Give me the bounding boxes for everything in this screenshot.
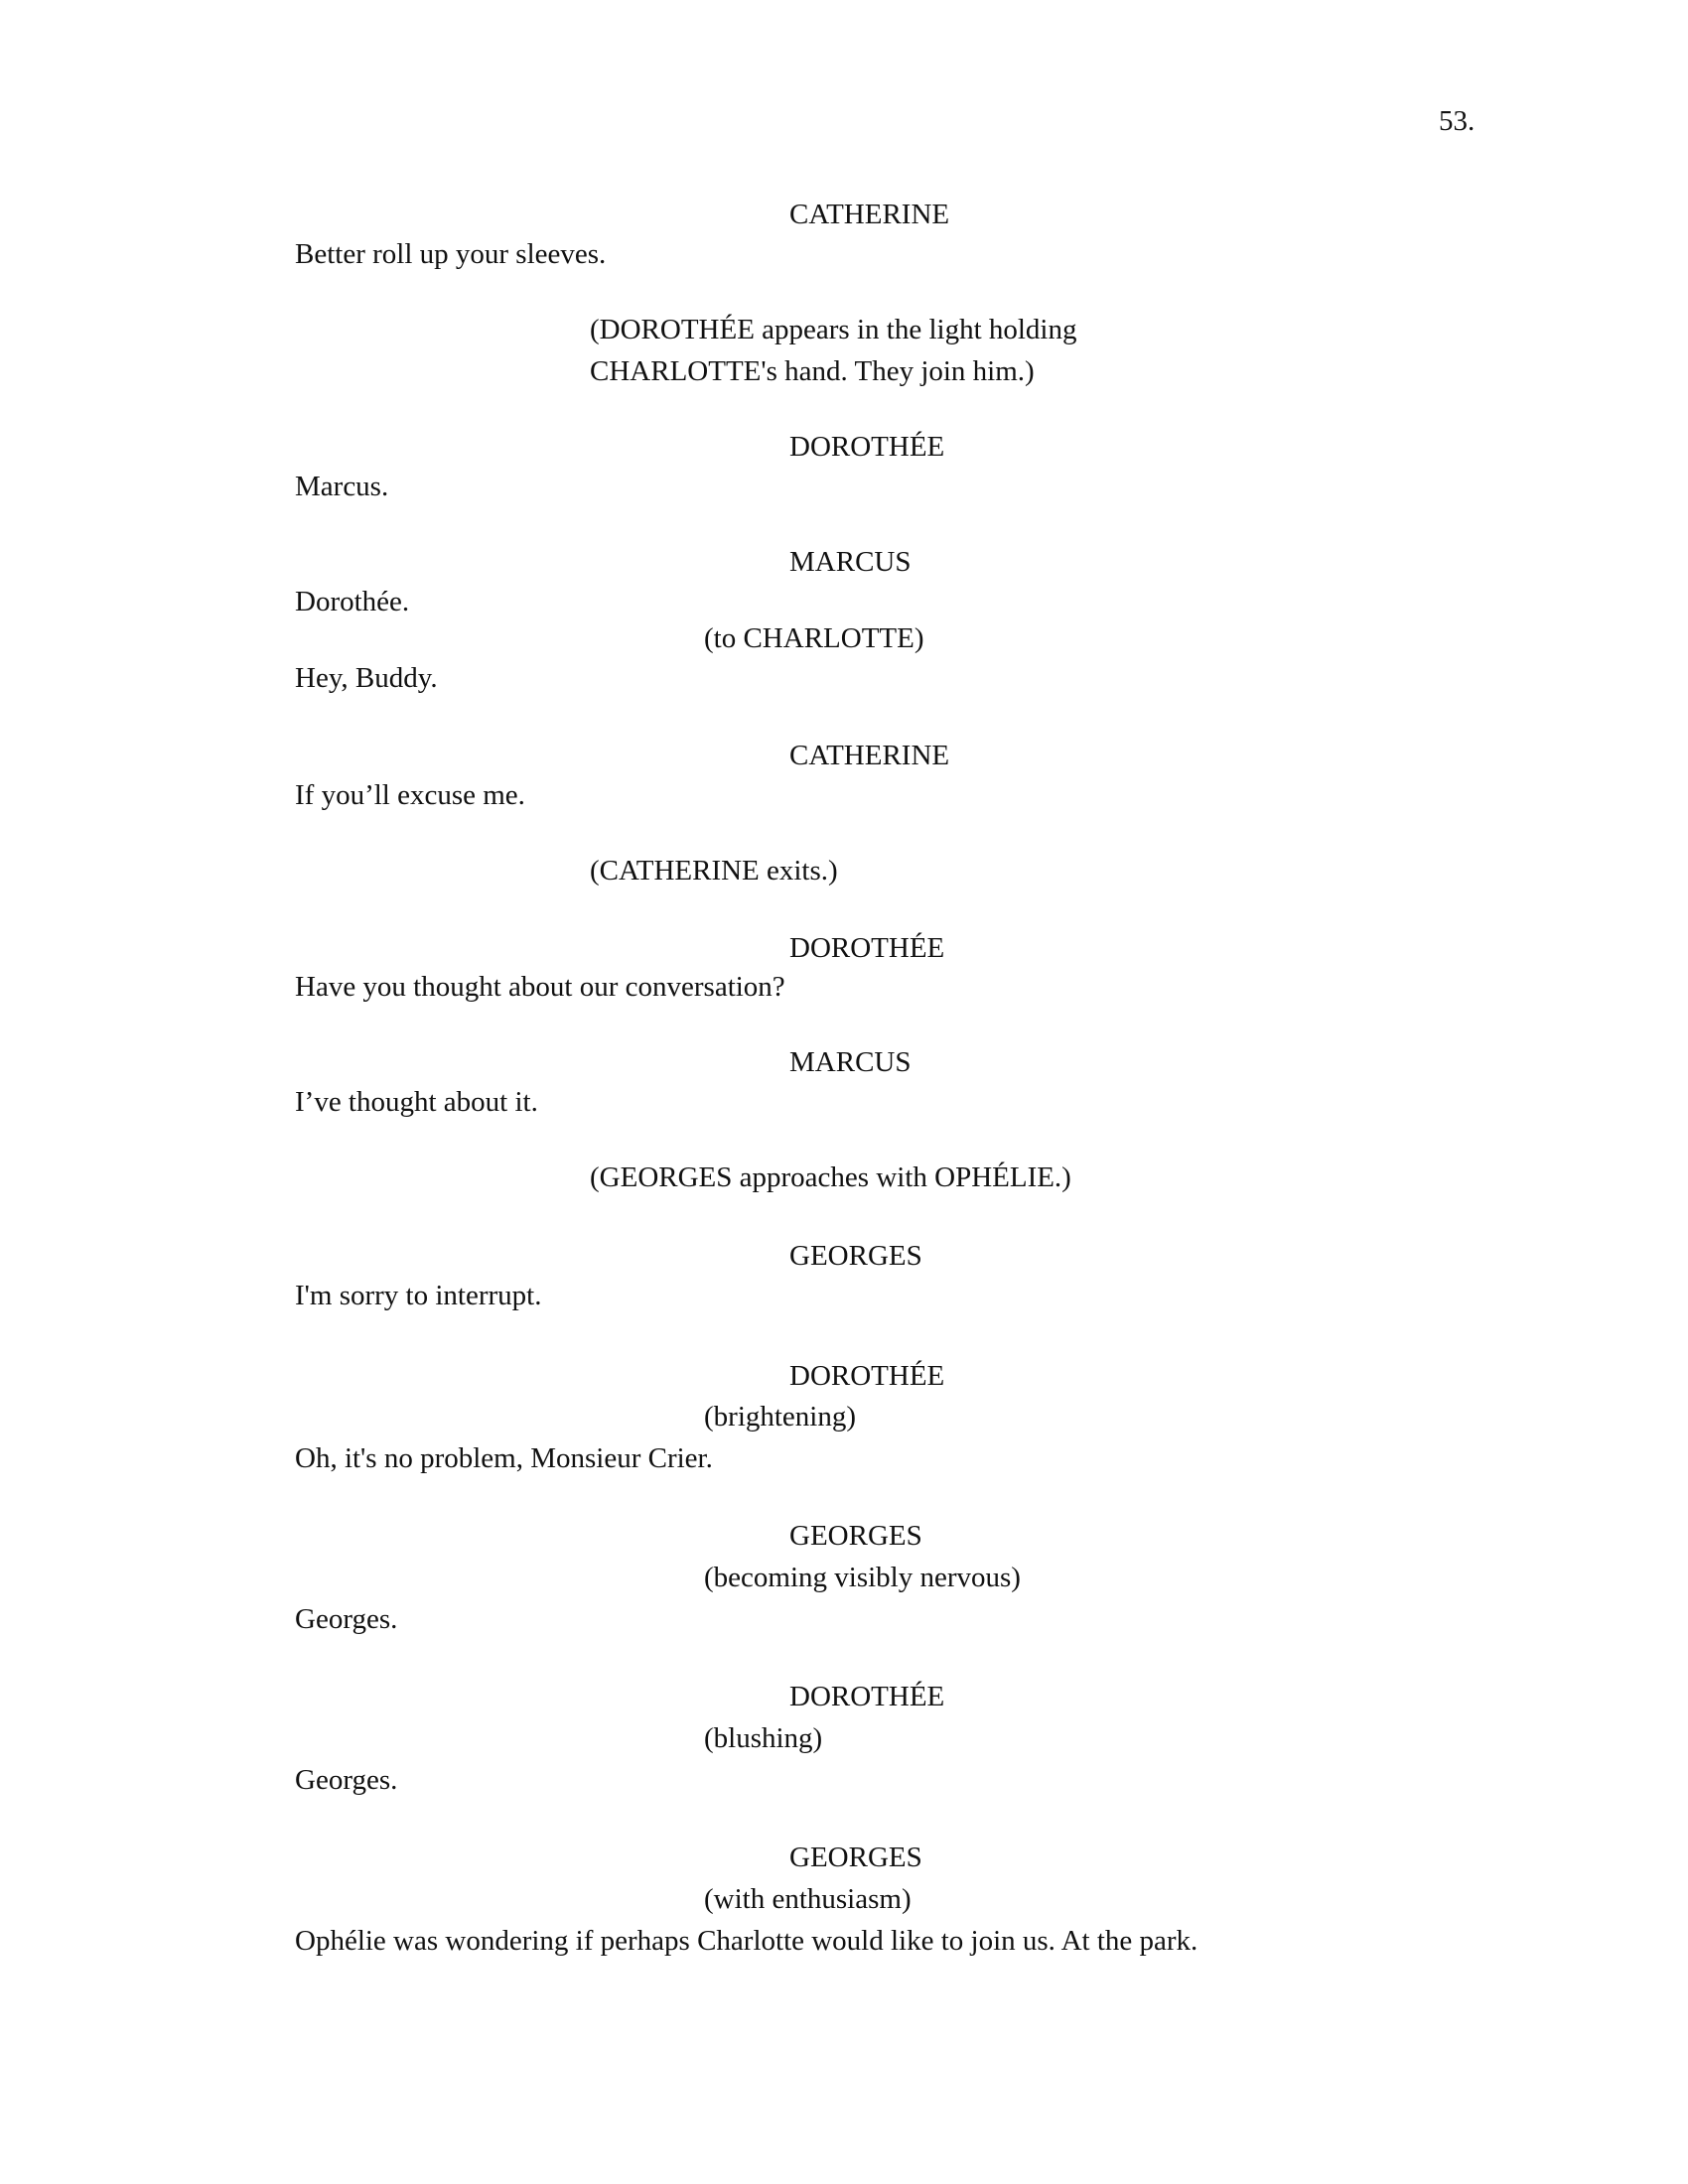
dialogue-line: Ophélie was wondering if perhaps Charlotte would like to join us. At the park.	[295, 1925, 1198, 1957]
character-name: DOROTHÉE	[789, 932, 945, 964]
character-name: MARCUS	[789, 546, 912, 578]
dialogue-line: Dorothée.	[295, 586, 410, 617]
dialogue-line: Hey, Buddy.	[295, 662, 438, 694]
dialogue-line: If you’ll excuse me.	[295, 779, 525, 811]
parenthetical: (blushing)	[704, 1722, 823, 1754]
parenthetical: (to CHARLOTTE)	[704, 622, 924, 654]
dialogue-line: I’ve thought about it.	[295, 1086, 538, 1118]
dialogue-line: I'm sorry to interrupt.	[295, 1280, 542, 1311]
parenthetical: (becoming visibly nervous)	[704, 1562, 1021, 1593]
dialogue-line: Oh, it's no problem, Monsieur Crier.	[295, 1442, 713, 1474]
character-name: CATHERINE	[789, 199, 950, 230]
parenthetical: (brightening)	[704, 1401, 857, 1433]
character-name: GEORGES	[789, 1842, 922, 1873]
stage-direction: (GEORGES approaches with OPHÉLIE.)	[590, 1161, 1071, 1193]
character-name: DOROTHÉE	[789, 1681, 945, 1712]
character-name: GEORGES	[789, 1520, 922, 1552]
stage-direction: (DOROTHÉE appears in the light holding	[590, 314, 1077, 345]
character-name: DOROTHÉE	[789, 431, 945, 463]
dialogue-line: Have you thought about our conversation?	[295, 971, 785, 1003]
dialogue-line: Marcus.	[295, 471, 389, 502]
stage-direction: CHARLOTTE's hand. They join him.)	[590, 355, 1035, 387]
character-name: MARCUS	[789, 1046, 912, 1078]
stage-direction: (CATHERINE exits.)	[590, 855, 838, 887]
parenthetical: (with enthusiasm)	[704, 1883, 912, 1915]
dialogue-line: Georges.	[295, 1764, 398, 1796]
page-number: 53.	[1439, 105, 1476, 137]
character-name: GEORGES	[789, 1240, 922, 1272]
dialogue-line: Georges.	[295, 1603, 398, 1635]
character-name: DOROTHÉE	[789, 1360, 945, 1392]
dialogue-line: Better roll up your sleeves.	[295, 238, 607, 270]
character-name: CATHERINE	[789, 740, 950, 771]
